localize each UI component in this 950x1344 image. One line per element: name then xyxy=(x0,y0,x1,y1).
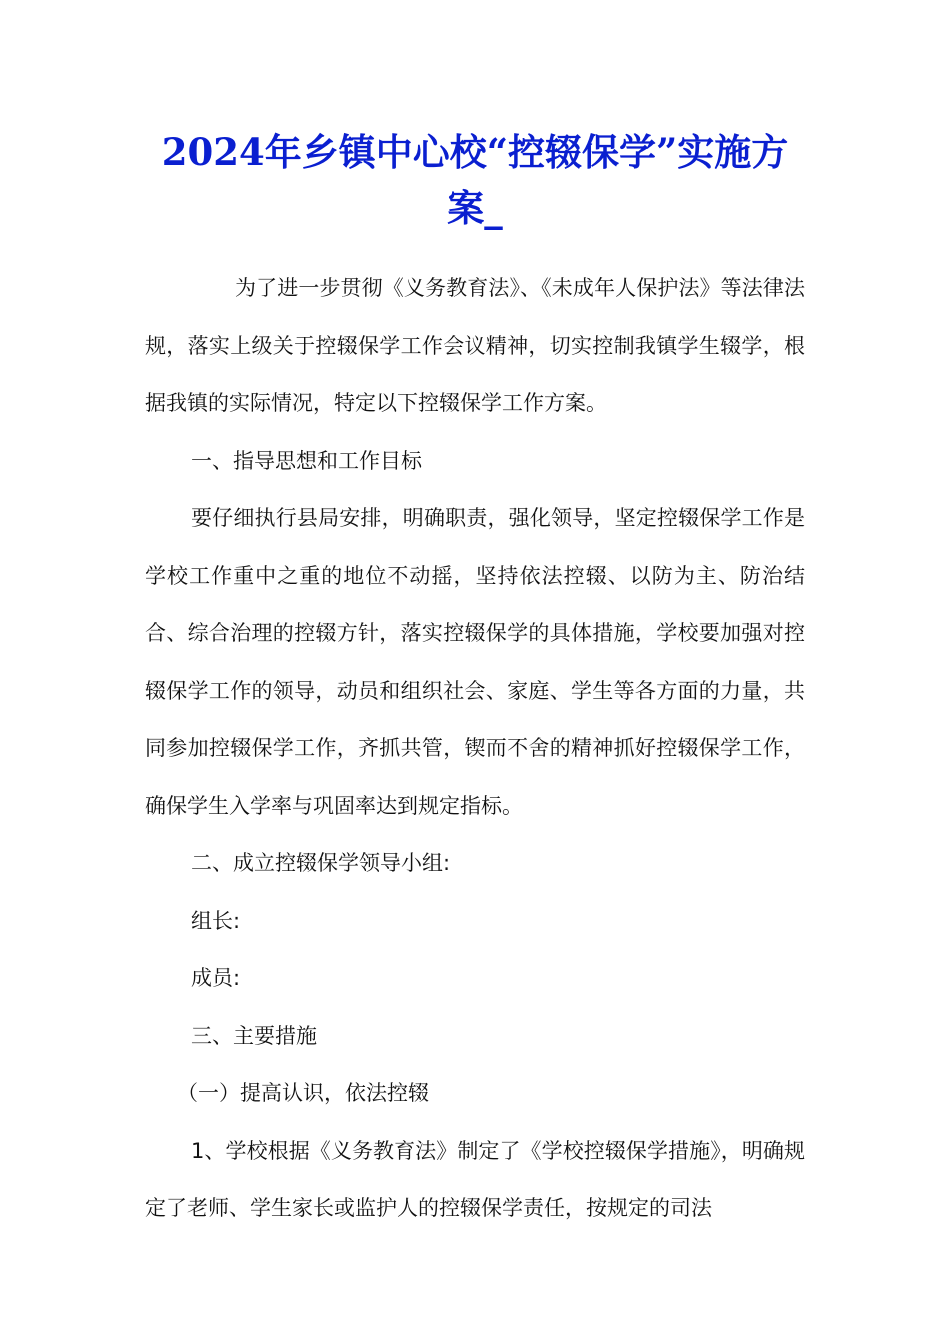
paragraph-guiding-ideas: 要仔细执行县局安排，明确职责，强化领导，坚定控辍保学工作是学校工作重中之重的地位不动摇，坚持依法控辍、以防为主、防治结合、综合治理的控辍方针，落实控辍保学的具体措施，学校要加强对控辍保学工作的领导，动员和组织社会、家庭、学生等各方面的力量，共同参加控辍保学工作，齐抓共管，锲而不舍的精神抓好控辍保学工作，确保学生入学率与巩固率达到规定指标。 xyxy=(145,506,805,818)
paragraph-measure-1: 1、学校根据《义务教育法》制定了《学校控辍保学措施》，明确规定了老师、学生家长或监护人的控辍保学责任，按规定的司法 xyxy=(145,1138,805,1220)
document-body xyxy=(145,260,805,1238)
heading-section-2: 二、成立控辍保学领导小组: xyxy=(191,851,451,875)
heading-section-3: 三、主要措施 xyxy=(191,1023,317,1048)
line-group-leader: 组长: xyxy=(191,908,241,933)
document-title: 2024年乡镇中心校“控辍保学”实施方案_ xyxy=(161,130,789,230)
heading-subsection-1: （一）提高认识，依法控辍 xyxy=(177,1081,429,1105)
paragraph-intro: 为了进一步贯彻《义务教育法》、《未成年人保护法》等法律法规，落实上级关于控辍保学工作会议精神，切实控制我镇学生辍学，根据我镇的实际情况，特定以下控辍保学工作方案。 xyxy=(145,276,805,415)
heading-section-1: 一、指导思想和工作目标 xyxy=(191,448,422,473)
line-group-members: 成员: xyxy=(191,966,241,990)
